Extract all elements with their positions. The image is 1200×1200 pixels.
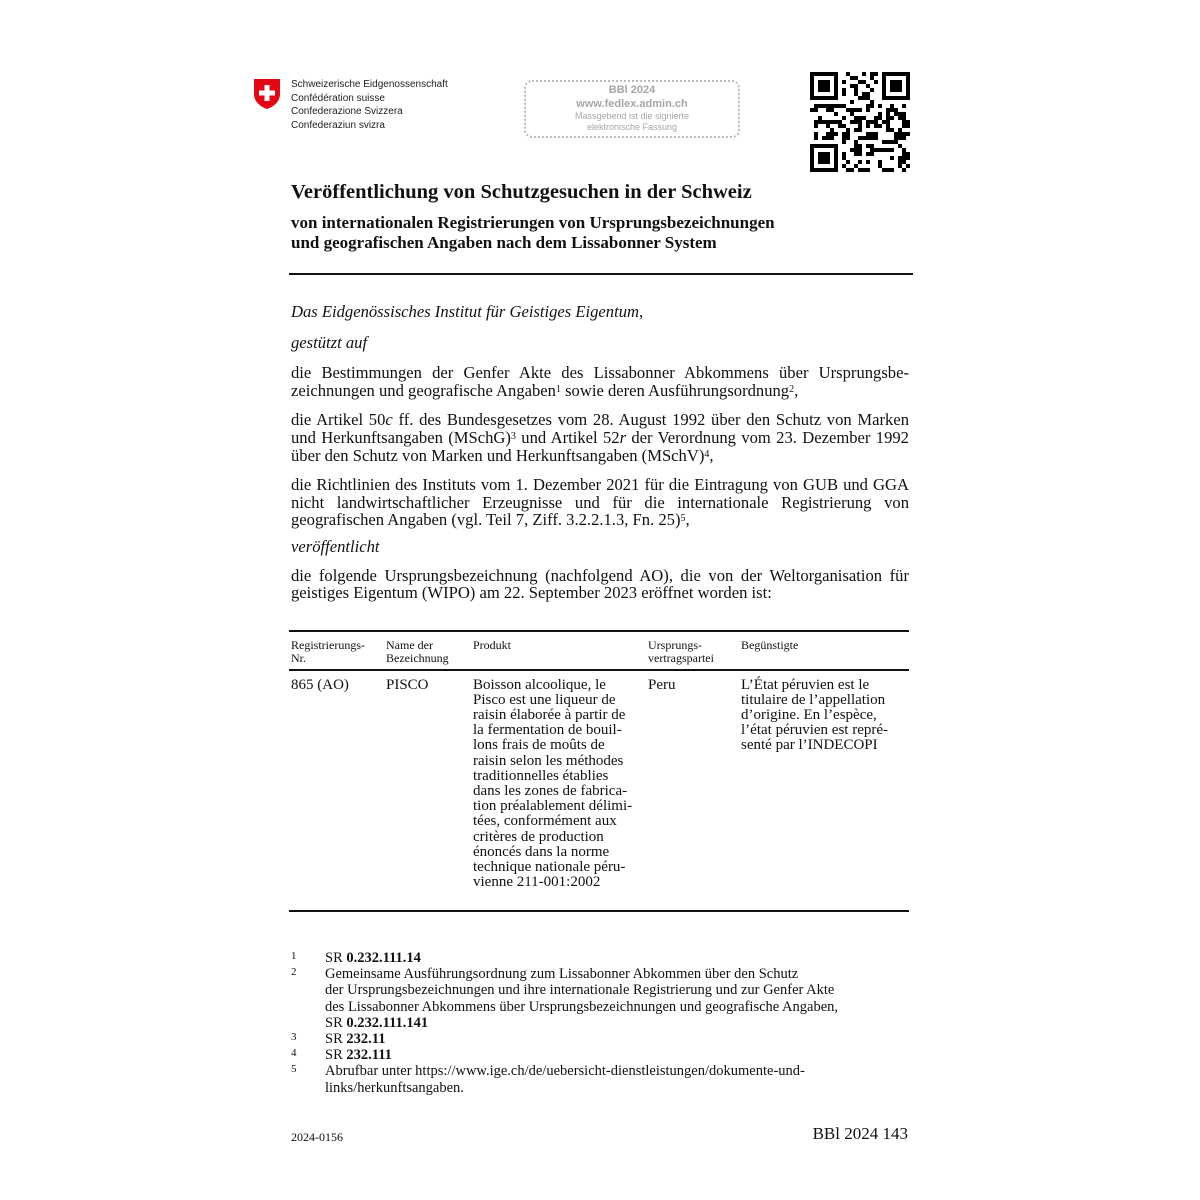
- based-on-line: gestützt auf: [291, 332, 368, 352]
- footnote-1-prefix: SR: [325, 950, 347, 966]
- footnote-2-ref: 0.232.111.141: [346, 1014, 429, 1031]
- footnote-ref-5[interactable]: 5: [680, 513, 686, 525]
- title-rule: [289, 273, 913, 275]
- footnote-2-prefix: SR: [325, 1014, 347, 1031]
- footnote-3: [291, 1031, 911, 1047]
- p3-text-b: ,: [685, 510, 690, 530]
- cell-beneficiary: L’État péruvien est le titulaire de l’appellation d’origine. En l’espèce, l’état péruvien est repré- senté par l’INDECOPI: [741, 676, 889, 754]
- qr-code-icon[interactable]: [810, 72, 910, 172]
- header-beneficiary: Begünstigte: [741, 638, 799, 652]
- p1-text-c: ,: [794, 380, 799, 400]
- swiss-coat-of-arms-icon: [253, 78, 281, 110]
- footnote-3-ref: 232.11: [346, 1031, 386, 1048]
- p2-italic-r: r: [619, 427, 627, 447]
- cell-party: Peru: [648, 676, 676, 693]
- paragraph-4: die folgende Ursprungsbezeichnung (nachfolgend AO), die von der Weltorganisation für geistiges Eigentum (WIPO) am 22. September 2023 eröffnet worden ist:: [291, 565, 909, 603]
- p2-text-e: ,: [709, 445, 714, 465]
- page-reference: BBl 2024 143: [812, 1124, 908, 1143]
- footnote-number: 4: [291, 1047, 297, 1060]
- footnote-ref-4[interactable]: 4: [704, 448, 710, 460]
- stamp-line-3: Massgebend ist die signierte: [574, 111, 690, 121]
- paragraph-2: [291, 411, 909, 464]
- footnote-number: 2: [291, 966, 297, 979]
- intro-line: Das Eidgenössisches Institut für Geistiges Eigentum,: [291, 302, 644, 321]
- footnote-number: 5: [291, 1063, 297, 1076]
- header-reg-no: Registrierungs- Nr.: [291, 638, 365, 665]
- p2-italic-c: c: [385, 410, 393, 430]
- p2-text-b: ff. des Bundesgesetzes vom 28. August 1992 über den Schutz von Marken und Herkunftsangaben (MSchG): [291, 410, 909, 447]
- paragraph-1: [291, 364, 909, 399]
- p3-text-a: die Richtlinien des Instituts vom 1. Dezember 2021 für die Eintragung von GUB und GGA nicht landwirtschaftlicher Erzeugnisse und für die internationale Registrierung von geografischen Angaben (vgl. Teil 7, Ziff. 3.2.2.1.3, Fn. 25): [291, 475, 909, 530]
- document-body: [291, 303, 909, 602]
- confed-de: Schweizerische Eidgenossenschaft: [291, 79, 448, 90]
- footnote-5: [291, 1063, 911, 1095]
- p2-text-a: die Artikel 50: [291, 410, 386, 430]
- document-number: 2024-0156: [291, 1130, 343, 1144]
- confed-it: Confederazione Svizzera: [291, 106, 403, 117]
- footnote-ref-2[interactable]: 2: [789, 383, 795, 395]
- p1-text-b: sowie deren Ausführungsordnung: [560, 380, 790, 400]
- header-product: Produkt: [473, 638, 512, 652]
- footnote-1: [291, 950, 911, 966]
- footnote-4: [291, 1047, 911, 1063]
- published-line: veröffentlicht: [291, 536, 380, 556]
- table-rule-bottom: [289, 910, 909, 912]
- cell-name: PISCO: [386, 676, 429, 693]
- footnote-number: 3: [291, 1031, 297, 1044]
- header-party: Ursprungs- vertragspartei: [648, 638, 714, 665]
- header-name: Name der Bezeichnung: [386, 638, 449, 665]
- table-row: [289, 671, 909, 910]
- footnote-5-text[interactable]: Abrufbar unter https://www.ige.ch/de/uebersicht-dienstleistungen/dokumente-und- links/herkunftsangaben.: [325, 1063, 805, 1096]
- stamp-line-4: elektronische Fassung: [586, 122, 678, 132]
- footnote-ref-3[interactable]: 3: [510, 430, 516, 442]
- fedlex-stamp: [524, 80, 740, 138]
- footnote-2-text: Gemeinsame Ausführungsordnung zum Lissabonner Abkommen über den Schutz der Ursprungsbezeichnungen und ihre internationale Registrierung und zur Genfer Akte des Lissabonner Abkommens über Ursprungsbezeichnungen und geografische Angaben,: [325, 966, 839, 1015]
- paragraph-3: [291, 476, 909, 529]
- footnote-3-prefix: SR: [325, 1031, 347, 1048]
- table-header-row: [289, 632, 909, 669]
- confederation-names: [291, 78, 448, 132]
- p2-text-c: und Artikel 52: [515, 427, 620, 447]
- page-title: Veröffentlichung von Schutzgesuchen in der Schweiz: [291, 181, 752, 203]
- subtitle-line-1: von internationalen Registrierungen von Ursprungsbezeichnungen: [291, 213, 775, 232]
- footnotes: [291, 950, 911, 1096]
- p2-text-d: der Verordnung vom 23. Dezember 1992 über den Schutz von Marken und Herkunftsangaben (MSchV): [291, 427, 909, 465]
- footnote-2: [291, 966, 911, 1031]
- cell-reg-no: 865 (AO): [291, 676, 349, 693]
- registration-table: [289, 630, 909, 912]
- confed-fr: Confédération suisse: [291, 92, 385, 104]
- confed-rm: Confederaziun svizra: [291, 119, 385, 131]
- stamp-line-2: www.fedlex.admin.ch: [576, 98, 688, 110]
- subtitle-line-2: und geografischen Angaben nach dem Lissabonner System: [291, 233, 717, 252]
- footnote-4-ref: 232.111: [346, 1047, 392, 1064]
- stamp-line-1: BBl 2024: [608, 84, 656, 96]
- cell-product: Boisson alcoolique, le Pisco est une liqueur de raisin élaborée à partir de la fermentation de bouil- lons frais de moûts de raisin selon les méthodes traditionnelles établies dans les zones de fabrica- tion préalablement délimi- tées, conformément aux critères de production énoncés dans la norme technique nationale péru- vienne 211-001:2002: [473, 676, 633, 891]
- page-subtitle: [291, 213, 911, 253]
- qr-modules: [810, 72, 910, 172]
- footnote-4-prefix: SR: [325, 1047, 347, 1064]
- p1-text-a: die Bestimmungen der Genfer Akte des Lissabonner Abkommens über Ursprungsbe-zeichnungen und geografische Angaben: [291, 363, 909, 400]
- footnote-number: 1: [291, 950, 297, 962]
- footnote-ref-1[interactable]: 1: [555, 383, 561, 395]
- footnote-1-ref: 0.232.111.14: [346, 950, 421, 966]
